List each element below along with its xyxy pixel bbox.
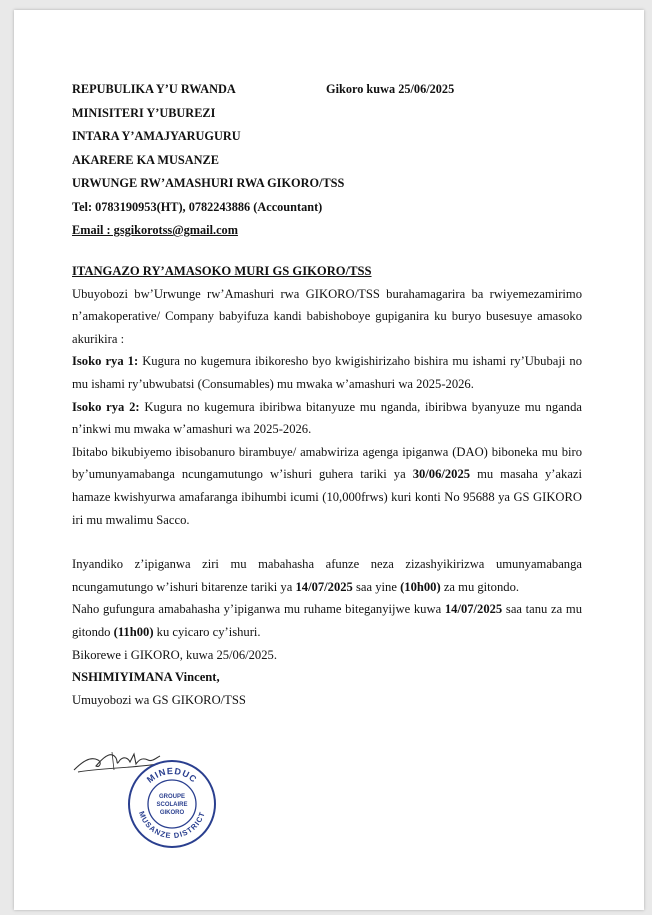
- signer-name: [72, 666, 582, 689]
- done-at: Bikorewe i GIKORO, kuwa 25/06/2025.: [72, 647, 277, 662]
- stamp-line-1: GROUPE: [158, 794, 186, 800]
- lot-1: [72, 350, 582, 395]
- lot-2-text: Kugura no kugemura ibiribwa bitanyuze mu nganda, ibiribwa byanyuze mu nganda n’inkwi mu mwaka w’amashuri wa 2025-2026.: [72, 399, 582, 437]
- lot-1-label: Isoko rya 1:: [72, 354, 139, 369]
- ministry-name: MINISITERI Y’UBUREZI: [72, 105, 216, 120]
- opening-paragraph: [72, 598, 582, 643]
- district-name: AKARERE KA MUSANZE: [72, 152, 219, 167]
- signer-role: Umuyobozi wa GS GIKORO/TSS: [72, 692, 246, 707]
- province-name: INTARA Y’AMAJYARUGURU: [72, 129, 241, 143]
- submission-date: 14/07/2025: [295, 579, 353, 594]
- lot-2: [72, 396, 582, 441]
- letterhead: [72, 78, 344, 243]
- stamp-bottom-text: MUSANZE DISTRICT: [136, 809, 207, 841]
- lot-2-label: Isoko rya 2:: [72, 399, 140, 414]
- stamp-line-2: SCOLAIRE: [156, 802, 188, 808]
- dao-paragraph: [72, 441, 582, 531]
- school-name: URWUNGE RW’AMASHURI RWA GIKORO/TSS: [72, 176, 345, 190]
- svg-text:MINEDUC: [145, 766, 199, 785]
- stamp-top-text: MINEDUC: [144, 765, 200, 785]
- opening-text-b: saa tanu za mu gitondo: [72, 602, 582, 639]
- submission-text-a: Inyandiko z’ipiganwa ziri mu mabahasha afunze neza zizashyikirizwa umunyamabanga ncungamutungo w’ishuri bitarenze tariki ya: [72, 557, 582, 594]
- submission-text-c: za mu gitondo.: [440, 579, 520, 594]
- opening-text-c: ku cyicaro cy’ishuri.: [153, 624, 261, 639]
- phone-line: Tel: 0783190953(HT), 0782243886 (Accountant): [72, 199, 323, 214]
- opening-text-a: Naho gufungura amabahasha y’ipiganwa mu ruhame biteganyijwe kuwa: [72, 602, 445, 617]
- submission-time: (10h00): [400, 579, 441, 594]
- school-stamp-icon: [126, 758, 218, 850]
- stamp-line-3: GIKORO: [159, 810, 185, 816]
- opening-time: (11h00): [113, 624, 154, 639]
- notice-body: [72, 260, 582, 711]
- submission-text-b: saa yine: [352, 579, 401, 594]
- country-name: REPUBULIKA Y’U RWANDA: [72, 82, 236, 96]
- email-line: Email : gsgikorotss@gmail.com: [72, 223, 238, 237]
- lot-1-text: Kugura no kugemura ibikoresho byo kwigishirizaho bishira mu ishami ry’Ububaji no mu ishami ry’ubwubatsi (Consumables) mu mwaka w’amashuri wa 2025-2026.: [72, 354, 582, 391]
- notice-intro: Ubuyobozi bw’Urwunge rw’Amashuri rwa GIKORO/TSS burahamagarira ba rwiyemezamirimo n’amakoperative/ Company babyifuza kandi babishoboye gupiganira ku buryo busesuye amasoko akurikira :: [72, 286, 582, 346]
- letter-date: Gikoro kuwa 25/06/2025: [326, 82, 455, 96]
- dao-text-a: Ibitabo bikubiyemo ibisobanuro birambuye/ amabwiriza agenga ipiganwa (DAO) biboneka mu biro by’umunyamabanga ncungamutungo w’ishuri guhera tariki ya: [72, 444, 582, 482]
- dao-date: 30/06/2025: [412, 467, 471, 482]
- document-page: [14, 10, 644, 910]
- submission-paragraph: [72, 553, 582, 598]
- dao-text-b: mu masaha y’akazi hamaze kwishyurwa amafaranga ibihumbi icumi (10,000frws) kuri konti No 95688 ya GS GIKORO iri mu mwalimu Sacco.: [72, 467, 583, 527]
- notice-title: ITANGAZO RY’AMASOKO MURI GS GIKORO/TSS: [72, 264, 372, 278]
- signer-name-text: NSHIMIYIMANA Vincent,: [72, 670, 220, 685]
- opening-date: 14/07/2025: [444, 602, 503, 617]
